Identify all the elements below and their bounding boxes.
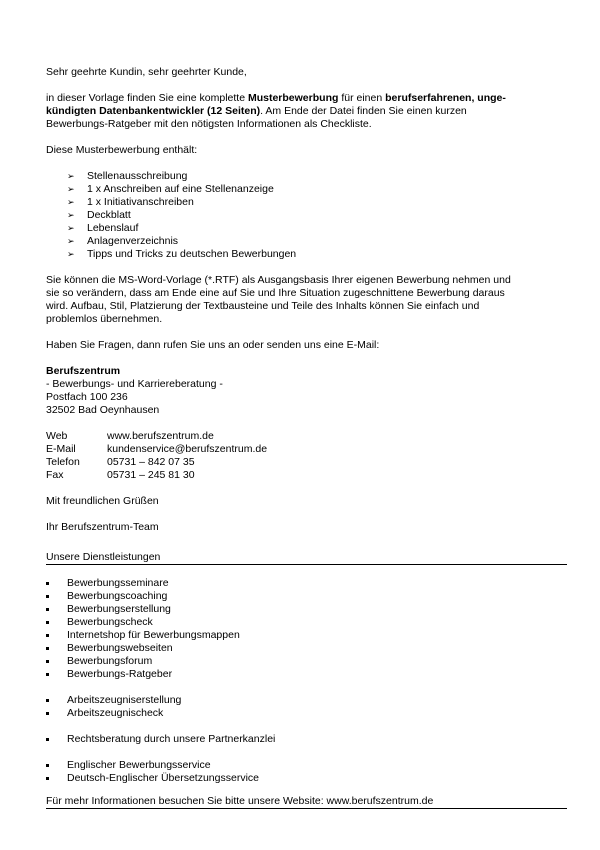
- list-item-label: Arbeitszeugnischeck: [67, 707, 164, 719]
- arrow-bullet-icon: ➢: [67, 236, 75, 246]
- usage-line: sie so verändern, dass am Ende eine auf Sie und Ihre Situation zugeschnittene Bewerbung daraus: [46, 287, 505, 299]
- list-item: [46, 183, 566, 196]
- list-item: [46, 170, 566, 183]
- list-item: [46, 603, 566, 616]
- list-item-label: Anlagenverzeichnis: [87, 235, 179, 247]
- list-item: [46, 655, 566, 668]
- list-item-label: Tipps und Tricks zu deutschen Bewerbungen: [87, 248, 297, 260]
- services-list-english: [46, 759, 566, 785]
- services-heading: Unsere Dienstleistungen: [46, 551, 161, 563]
- list-item: [46, 196, 566, 209]
- company-postbox: Postfach 100 236: [46, 391, 128, 403]
- square-bullet-icon: [46, 699, 49, 702]
- list-item-label: Bewerbungsseminare: [67, 577, 169, 589]
- list-item-label: Bewerbungswebseiten: [67, 642, 173, 654]
- website-link[interactable]: www.berufszentrum.de: [107, 430, 214, 442]
- questions-text: Haben Sie Fragen, dann rufen Sie uns an oder senden uns eine E-Mail:: [46, 339, 380, 351]
- usage-line: Sie können die MS-Word-Vorlage (*.RTF) als Ausgangsbasis Ihrer eigenen Bewerbung nehmen und: [46, 274, 511, 286]
- usage-line: problemlos übernehmen.: [46, 313, 163, 325]
- list-item-label: Bewerbungscheck: [67, 616, 153, 628]
- list-item: [46, 616, 566, 629]
- list-item-label: Stellenausschreibung: [87, 170, 188, 182]
- list-item-label: Englischer Bewerbungsservice: [67, 759, 211, 771]
- square-bullet-icon: [46, 764, 49, 767]
- list-item-label: 1 x Initiativanschreiben: [87, 196, 194, 208]
- list-item: [46, 759, 566, 772]
- signature-text: Ihr Berufszentrum-Team: [46, 521, 159, 533]
- arrow-bullet-icon: ➢: [67, 223, 75, 233]
- arrow-bullet-icon: ➢: [67, 249, 75, 259]
- contact-label: Fax: [46, 469, 64, 481]
- intro-text-3: . Am Ende der Datei finden Sie einen kurzen: [260, 105, 467, 117]
- greeting: Sehr geehrte Kundin, sehr geehrter Kunde,: [46, 66, 247, 78]
- list-item-label: Lebenslauf: [87, 222, 139, 234]
- arrow-bullet-icon: ➢: [67, 210, 75, 220]
- intro-line-1: [46, 92, 566, 105]
- list-item: [46, 733, 566, 746]
- list-item-label: Internetshop für Bewerbungsmappen: [67, 629, 240, 641]
- arrow-bullet-icon: ➢: [67, 171, 75, 181]
- list-item: [46, 577, 566, 590]
- list-item: [46, 668, 566, 681]
- intro-bold-role: kündigten Datenbankentwickler (12 Seiten): [46, 105, 261, 117]
- contents-list: [46, 170, 566, 261]
- intro-line-3: Bewerbungs-Ratgeber mit den nötigsten Informationen als Checkliste.: [46, 118, 372, 130]
- list-item: [46, 694, 566, 707]
- list-item: [46, 222, 566, 235]
- footer-divider: [46, 808, 567, 809]
- square-bullet-icon: [46, 582, 49, 585]
- contact-row-email: [46, 443, 566, 456]
- list-item: [46, 772, 566, 785]
- square-bullet-icon: [46, 738, 49, 741]
- intro-line-2: [46, 105, 566, 118]
- list-item-label: 1 x Anschreiben auf eine Stellenanzeige: [87, 183, 274, 195]
- list-item: [46, 235, 566, 248]
- contents-heading: Diese Musterbewerbung enthält:: [46, 144, 198, 156]
- services-list-legal: [46, 733, 566, 746]
- list-item: [46, 707, 566, 720]
- company-city: 32502 Bad Oeynhausen: [46, 404, 160, 416]
- closing-text: Mit freundlichen Grüßen: [46, 495, 159, 507]
- fax-value: 05731 – 245 81 30: [107, 469, 195, 481]
- footer-info-line: Für mehr Informationen besuchen Sie bitte unsere Website: www.berufszentrum.de: [46, 795, 434, 807]
- square-bullet-icon: [46, 621, 49, 624]
- list-item-label: Bewerbungs-Ratgeber: [67, 668, 173, 680]
- list-item-label: Bewerbungserstellung: [67, 603, 171, 615]
- list-item-label: Rechtsberatung durch unsere Partnerkanzlei: [67, 733, 276, 745]
- square-bullet-icon: [46, 777, 49, 780]
- list-item-label: Deckblatt: [87, 209, 131, 221]
- contact-row-web: [46, 430, 566, 443]
- square-bullet-icon: [46, 608, 49, 611]
- company-name: Berufszentrum: [46, 365, 121, 377]
- list-item: [46, 642, 566, 655]
- usage-line: wird. Aufbau, Stil, Platzierung der Textbausteine und Teile des Inhalts können Sie einfach und: [46, 300, 480, 312]
- intro-text-2: für einen: [338, 92, 386, 104]
- contact-table: [46, 430, 566, 482]
- phone-value: 05731 – 842 07 35: [107, 456, 195, 468]
- square-bullet-icon: [46, 673, 49, 676]
- contact-label: E-Mail: [46, 443, 76, 455]
- intro-text-1: in dieser Vorlage finden Sie eine komplette: [46, 92, 248, 104]
- contact-label: Telefon: [46, 456, 80, 468]
- intro-paragraph: [46, 92, 566, 131]
- contact-row-fax: [46, 469, 566, 482]
- square-bullet-icon: [46, 595, 49, 598]
- square-bullet-icon: [46, 712, 49, 715]
- arrow-bullet-icon: ➢: [67, 184, 75, 194]
- services-list-main: [46, 577, 566, 681]
- square-bullet-icon: [46, 660, 49, 663]
- list-item: [46, 590, 566, 603]
- arrow-bullet-icon: ➢: [67, 197, 75, 207]
- company-tagline: - Bewerbungs- und Karriereberatung -: [46, 378, 223, 390]
- list-item-label: Bewerbungscoaching: [67, 590, 168, 602]
- square-bullet-icon: [46, 647, 49, 650]
- services-list-certificates: [46, 694, 566, 720]
- intro-bold-profile: berufserfahrenen, unge-: [385, 92, 506, 104]
- document-page: [46, 66, 566, 809]
- list-item-label: Deutsch-Englischer Übersetzungsservice: [67, 772, 259, 784]
- list-item: [46, 629, 566, 642]
- email-link[interactable]: kundenservice@berufszentrum.de: [107, 443, 268, 455]
- square-bullet-icon: [46, 634, 49, 637]
- usage-paragraph: [46, 274, 566, 326]
- intro-bold-musterbewerbung: Musterbewerbung: [247, 92, 339, 104]
- list-item: [46, 209, 566, 222]
- list-item: [46, 248, 566, 261]
- contact-row-phone: [46, 456, 566, 469]
- contact-label: Web: [46, 430, 68, 442]
- list-item-label: Arbeitszeugniserstellung: [67, 694, 182, 706]
- list-item-label: Bewerbungsforum: [67, 655, 153, 667]
- company-address: [46, 365, 566, 417]
